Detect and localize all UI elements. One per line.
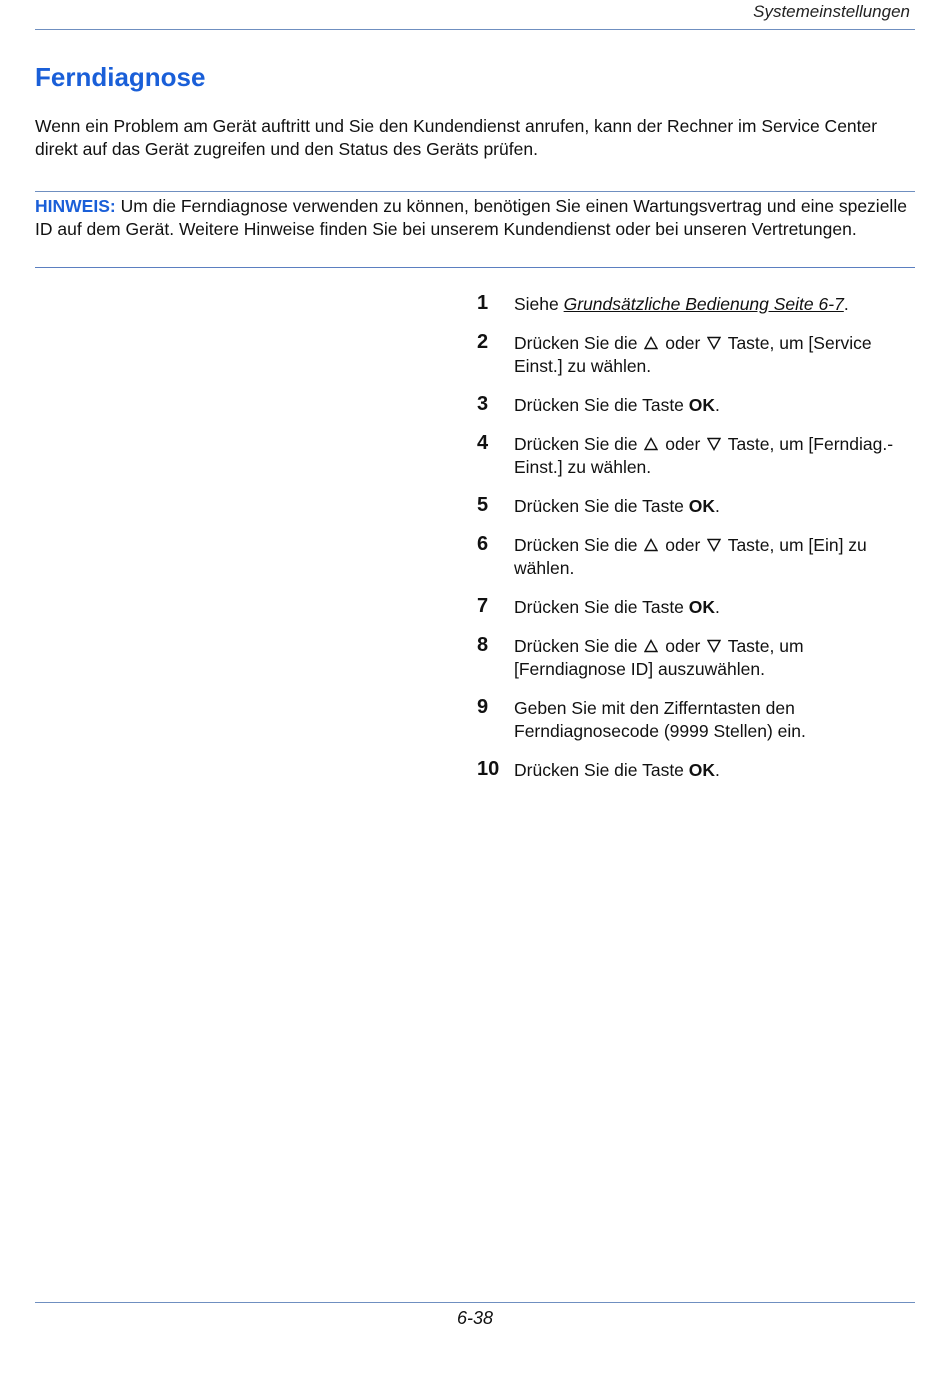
step-text-or: oder (660, 434, 706, 454)
step-text-end: . (715, 597, 720, 617)
step-list (477, 293, 917, 798)
cross-reference-link[interactable]: Grundsätzliche Bedienung Seite 6-7 (563, 294, 844, 314)
step-text: Siehe (514, 294, 564, 314)
note-label: HINWEIS: (35, 196, 116, 216)
step-1 (477, 293, 917, 316)
step-number: 7 (477, 595, 489, 617)
note-box (35, 195, 915, 240)
step-5 (477, 495, 917, 518)
step-7 (477, 596, 917, 619)
step-text: Drücken Sie die Taste (514, 597, 689, 617)
step-text: Geben Sie mit den Zifferntasten den Ferndiagnosecode (9999 Stellen) ein. (514, 698, 806, 741)
up-triangle-icon (644, 639, 658, 653)
step-number: 10 (477, 758, 500, 780)
step-text-end: . (715, 760, 720, 780)
step-text-end: Taste, um [Ferndiag.-Einst.] zu wählen. (514, 434, 894, 477)
running-header: Systemeinstellungen (753, 2, 910, 21)
ok-key-label: OK (688, 597, 716, 617)
ok-key-label: OK (688, 395, 716, 415)
step-text: Drücken Sie die Taste (514, 760, 689, 780)
step-text-end: . (843, 294, 849, 314)
step-text-end: Taste, um [Ferndiagnose ID] auszuwählen. (514, 636, 804, 679)
step-6 (477, 534, 917, 580)
note-text: Um die Ferndiagnose verwenden zu können, benötigen Sie einen Wartungsvertrag und eine spezielle ID auf dem Gerät. Weitere Hinweise finden Sie bei unserem Kundendienst oder bei unseren Vertretungen. (35, 196, 907, 239)
note-top-rule (35, 191, 915, 192)
step-text: Drücken Sie die (514, 333, 643, 353)
step-text-end: . (715, 395, 720, 415)
page-number: 6-38 (456, 1308, 494, 1328)
up-triangle-icon (644, 538, 658, 552)
step-text-or: oder (660, 535, 706, 555)
step-number: 2 (477, 331, 489, 353)
down-triangle-icon (707, 639, 721, 653)
intro-paragraph: Wenn ein Problem am Gerät auftritt und Sie den Kundendienst anrufen, kann der Rechner im Service Center direkt auf das Gerät zugreifen und den Status des Geräts prüfen. (35, 116, 878, 159)
step-text: Drücken Sie die Taste (514, 395, 689, 415)
ok-key-label: OK (688, 760, 716, 780)
step-text-end: . (715, 496, 720, 516)
step-number: 8 (477, 634, 489, 656)
step-text: Drücken Sie die (514, 434, 643, 454)
up-triangle-icon (644, 336, 658, 350)
footer-rule (35, 1302, 915, 1303)
down-triangle-icon (707, 437, 721, 451)
step-text-or: oder (660, 636, 706, 656)
step-text: Drücken Sie die (514, 636, 643, 656)
down-triangle-icon (707, 538, 721, 552)
step-text: Drücken Sie die (514, 535, 643, 555)
step-2 (477, 332, 917, 378)
step-text: Drücken Sie die Taste (514, 496, 689, 516)
step-number: 1 (477, 292, 489, 314)
step-8 (477, 635, 917, 681)
step-number: 4 (477, 432, 489, 454)
up-triangle-icon (644, 437, 658, 451)
step-text-end: Taste, um [Ein] zu wählen. (514, 535, 867, 578)
ok-key-label: OK (688, 496, 716, 516)
step-number: 6 (477, 533, 489, 555)
header-rule (35, 29, 915, 30)
note-bottom-rule (35, 267, 915, 268)
step-text-end: Taste, um [Service Einst.] zu wählen. (514, 333, 872, 376)
step-4 (477, 433, 917, 479)
step-text-or: oder (660, 333, 706, 353)
step-number: 3 (477, 393, 489, 415)
step-number: 9 (477, 696, 489, 718)
step-3 (477, 394, 917, 417)
step-10 (477, 759, 917, 782)
step-number: 5 (477, 494, 489, 516)
down-triangle-icon (707, 336, 721, 350)
step-9 (477, 697, 917, 743)
page-title: Ferndiagnose (35, 62, 206, 92)
